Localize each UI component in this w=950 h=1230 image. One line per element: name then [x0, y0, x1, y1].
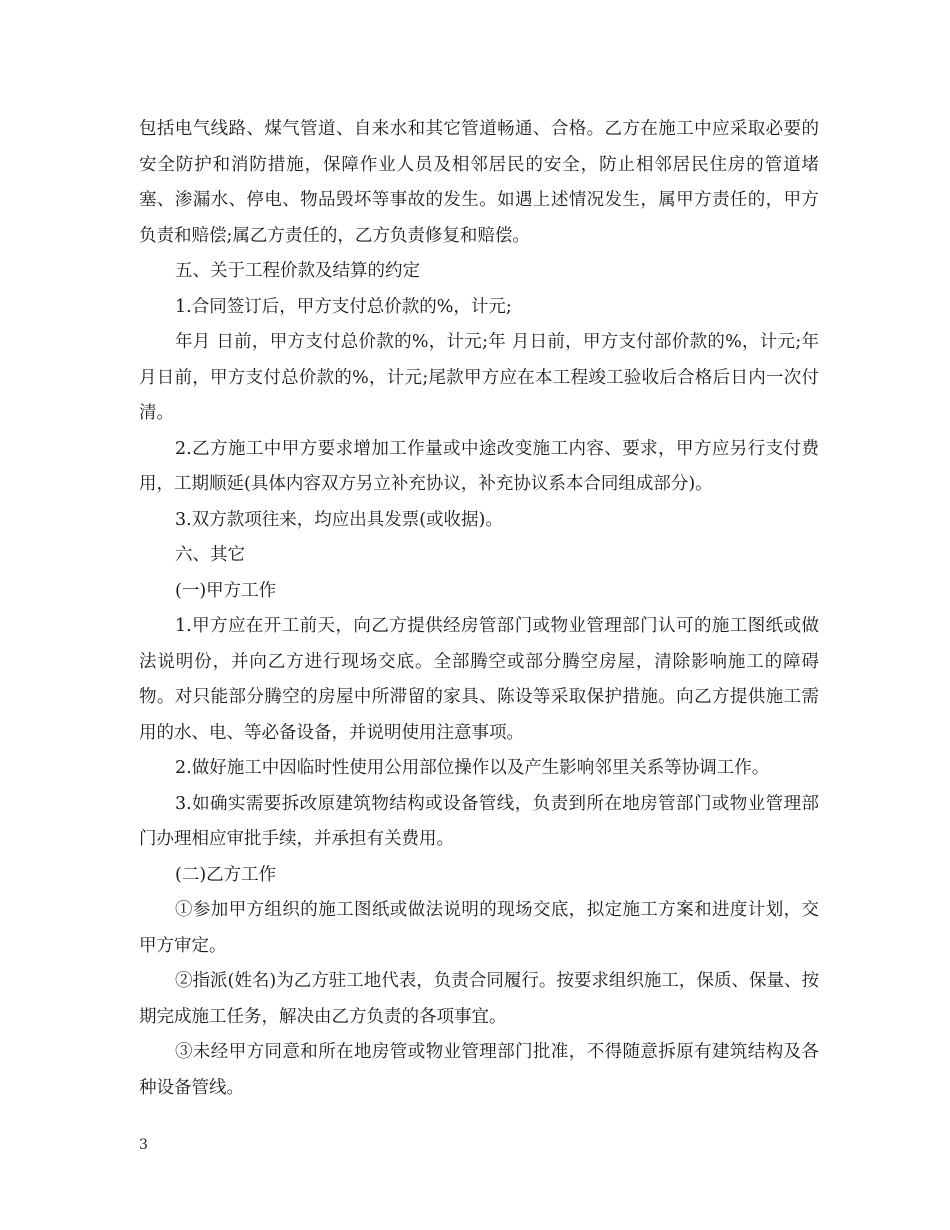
paragraph-4: 年月 日前，甲方支付总价款的%，计元;年 月日前，甲方支付部价款的%，计元;年 月日前，甲方支付总价款的%，计元;尾款甲方应在本工程竣工验收后合格后日内一次付清。 [139, 332, 819, 423]
paragraph-1: 包括电气线路、煤气管道、自来水和其它管道畅通、合格。乙方在施工中应采取必要的安全防护和消防措施，保障作业人员及相邻居民的安全，防止相邻居民住房的管道堵塞、渗漏水、停电、物品毁坏等事故的发生。如遇上述情况发生，属甲方责任的，甲方负责和赔偿;属乙方责任的，乙方负责修复和赔偿。 [139, 119, 819, 246]
section-heading-5: 五、关于工程价款及结算的约定 [175, 261, 420, 281]
paragraph-5: 2.乙方施工中甲方要求增加工作量或中途改变施工内容、要求，甲方应另行支付费用，工期顺延(具体内容双方另立补充协议，补充协议系本合同组成部分)。 [139, 438, 819, 494]
page-number: 3 [139, 1137, 148, 1153]
paragraph-6: 3.双方款项往来，均应出具发票(或收据)。 [175, 509, 503, 530]
paragraph-11: 3.如确实需要拆改原建筑物结构或设备管线，负责到所在地房管部门或物业管理部门办理相应审批手续，并承担有关费用。 [139, 793, 819, 849]
subsection-heading-1: (一)甲方工作 [175, 580, 277, 601]
paragraph-3: 1.合同签订后，甲方支付总价款的%，计元; [175, 296, 512, 317]
body-text [139, 112, 819, 1106]
paragraph-13: ①参加甲方组织的施工图纸或做法说明的现场交底，拟定施工方案和进度计划，交甲方审定。 [139, 900, 819, 956]
paragraph-15: ③未经甲方同意和所在地房管或物业管理部门批准，不得随意拆原有建筑结构及各种设备管线。 [139, 1042, 819, 1098]
paragraph-10: 2.做好施工中因临时性使用公用部位操作以及产生影响邻里关系等协调工作。 [175, 758, 770, 778]
paragraph-9: 1.甲方应在开工前天，向乙方提供经房管部门或物业管理部门认可的施工图纸或做法说明份，并向乙方进行现场交底。全部腾空或部分腾空房屋，清除影响施工的障碍物。对只能部分腾空的房屋中所滞留的家具、陈设等采取保护措施。向乙方提供施工需用的水、电、等必备设备，并说明使用注意事项。 [139, 616, 819, 743]
paragraph-14: ②指派(姓名)为乙方驻工地代表，负责合同履行。按要求组织施工，保质、保量、按期完成施工任务，解决由乙方负责的各项事宜。 [139, 971, 819, 1027]
section-heading-6: 六、其它 [175, 545, 245, 565]
subsection-heading-2: (二)乙方工作 [175, 864, 277, 885]
